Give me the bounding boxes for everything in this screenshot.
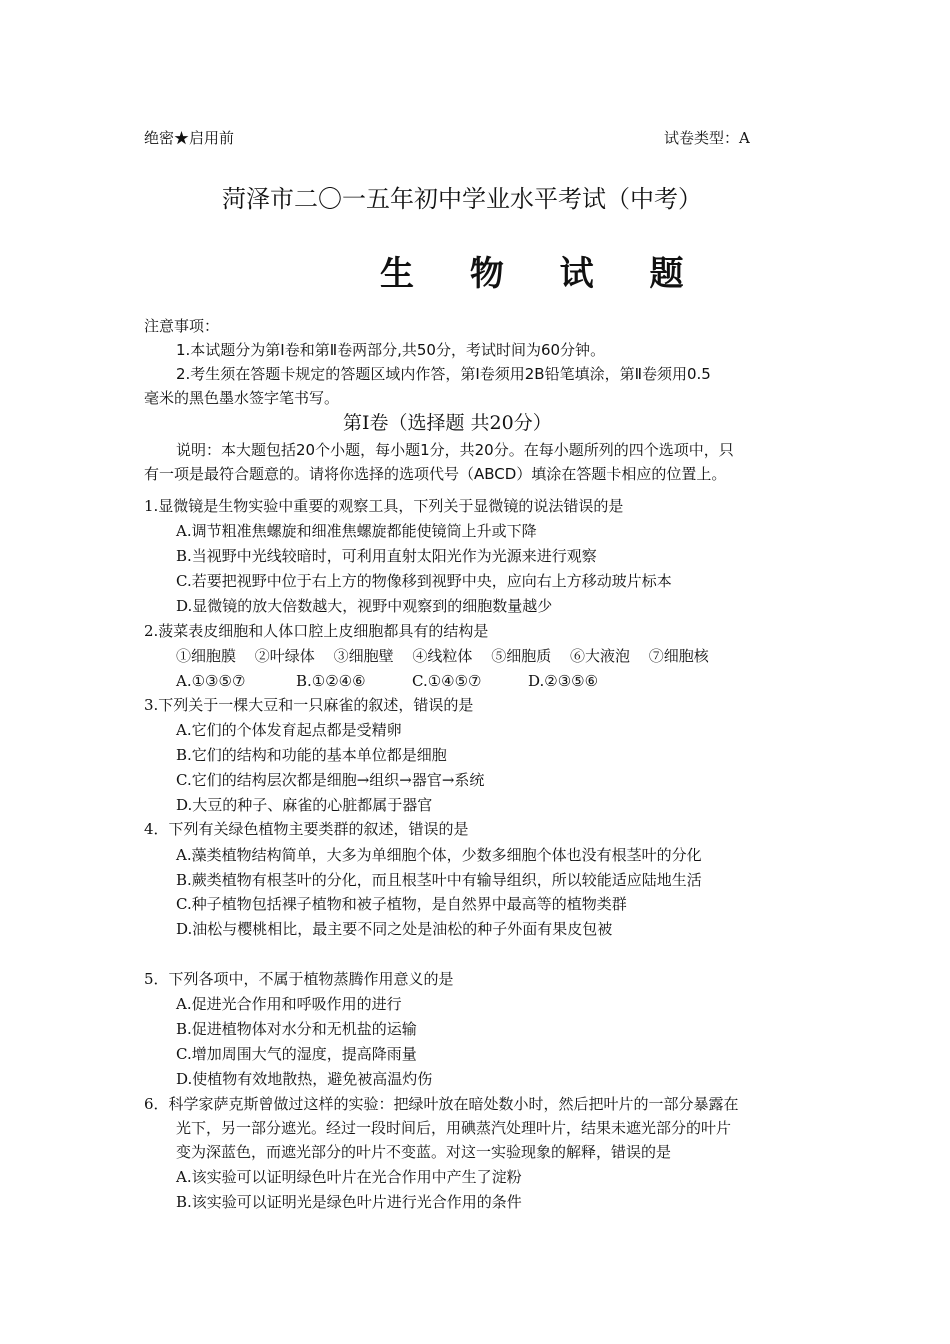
- exam-title: 菏泽市二〇一五年初中学业水平考试（中考）: [222, 185, 702, 213]
- q2-option-a: A.①③⑤⑦: [176, 672, 246, 690]
- q1-option-a: A.调节粗准焦螺旋和细准焦螺旋都能使镜筒上升或下降: [176, 522, 537, 540]
- q4-option-a: A.藻类植物结构简单，大多为单细胞个体，少数多细胞个体也没有根茎叶的分化: [176, 846, 702, 864]
- q5-option-d: D.使植物有效地散热，避免被高温灼伤: [176, 1070, 433, 1088]
- q3-option-a: A.它们的个体发育起点都是受精卵: [176, 721, 402, 739]
- q2-structure-2: ②叶绿体: [254, 647, 315, 665]
- q3-option-c: C.它们的结构层次都是细胞→组织→器官→系统: [176, 771, 485, 789]
- section-1-desc-line-1: 说明：本大题包括20个小题，每小题1分，共20分。在每小题所列的四个选项中，只: [176, 441, 734, 459]
- q2-stem: 2.菠菜表皮细胞和人体口腔上皮细胞都具有的结构是: [144, 622, 489, 640]
- q4-option-b: B.蕨类植物有根茎叶的分化，而且根茎叶中有输导组织，所以较能适应陆地生活: [176, 871, 702, 889]
- q3-option-d: D.大豆的种子、麻雀的心脏都属于器官: [176, 796, 433, 814]
- q2-structure-5: ⑤细胞质: [491, 647, 552, 665]
- q5-option-a: A.促进光合作用和呼吸作用的进行: [176, 995, 402, 1013]
- q1-option-c: C.若要把视野中位于右上方的物像移到视野中央，应向右上方移动玻片标本: [176, 572, 672, 590]
- q1-stem: 1.显微镜是生物实验中重要的观察工具，下列关于显微镜的说法错误的是: [144, 497, 624, 515]
- q2-option-d: D.②③⑤⑥: [528, 672, 599, 690]
- notice-item-1: 1.本试题分为第Ⅰ卷和第Ⅱ卷两部分,共50分，考试时间为60分钟。: [176, 341, 606, 359]
- paper-type-label: 试卷类型：A: [664, 129, 750, 147]
- q2-structures: [176, 646, 709, 666]
- q3-option-b: B.它们的结构和功能的基本单位都是细胞: [176, 746, 447, 764]
- q5-stem: 5．下列各项中，不属于植物蒸腾作用意义的是: [144, 970, 454, 988]
- q4-option-d: D.油松与樱桃相比，最主要不同之处是油松的种子外面有果皮包被: [176, 920, 613, 938]
- q4-option-c: C.种子植物包括裸子植物和被子植物，是自然界中最高等的植物类群: [176, 895, 627, 913]
- q3-stem: 3.下列关于一棵大豆和一只麻雀的叙述，错误的是: [144, 696, 474, 714]
- q1-option-b: B.当视野中光线较暗时，可利用直射太阳光作为光源来进行观察: [176, 547, 597, 565]
- q1-option-d: D.显微镜的放大倍数越大，视野中观察到的细胞数量越少: [176, 597, 553, 615]
- q6-stem-line-1: 6．科学家萨克斯曾做过这样的实验：把绿叶放在暗处数小时，然后把叶片的一部分暴露在: [144, 1095, 739, 1113]
- q2-structure-4: ④线粒体: [412, 647, 473, 665]
- q2-option-b: B.①②④⑥: [296, 672, 366, 690]
- notice-heading: 注意事项：: [144, 317, 220, 335]
- confidential-label: 绝密★启用前: [144, 129, 235, 147]
- q5-option-b: B.促进植物体对水分和无机盐的运输: [176, 1020, 417, 1038]
- q6-stem-line-3: 变为深蓝色，而遮光部分的叶片不变蓝。对这一实验现象的解释，错误的是: [176, 1143, 672, 1161]
- notice-item-2-line-2: 毫米的黑色墨水签字笔书写。: [144, 389, 340, 407]
- q5-option-c: C.增加周围大气的湿度，提高降雨量: [176, 1045, 417, 1063]
- subject-title: 生 物 试 题: [380, 254, 706, 294]
- section-1-desc-line-2: 有一项是最符合题意的。请将你选择的选项代号（ABCD）填涂在答题卡相应的位置上。: [144, 465, 727, 483]
- q2-structure-1: ①细胞膜: [176, 647, 237, 665]
- notice-item-2-line-1: 2.考生须在答题卡规定的答题区域内作答，第Ⅰ卷须用2B铅笔填涂，第Ⅱ卷须用0.5: [176, 365, 711, 383]
- q2-option-c: C.①④⑤⑦: [412, 672, 482, 690]
- section-1-title: 第Ⅰ卷（选择题 共20分）: [343, 412, 552, 434]
- q6-stem-line-2: 光下，另一部分遮光。经过一段时间后，用碘蒸汽处理叶片，结果未遮光部分的叶片: [176, 1119, 732, 1137]
- q2-structure-7: ⑦细胞核: [648, 647, 709, 665]
- q2-structure-6: ⑥大液泡: [569, 647, 630, 665]
- q6-option-b: B.该实验可以证明光是绿色叶片进行光合作用的条件: [176, 1193, 522, 1211]
- q4-stem: 4．下列有关绿色植物主要类群的叙述，错误的是: [144, 820, 469, 838]
- q2-structure-3: ③细胞壁: [333, 647, 394, 665]
- q6-option-a: A.该实验可以证明绿色叶片在光合作用中产生了淀粉: [176, 1168, 522, 1186]
